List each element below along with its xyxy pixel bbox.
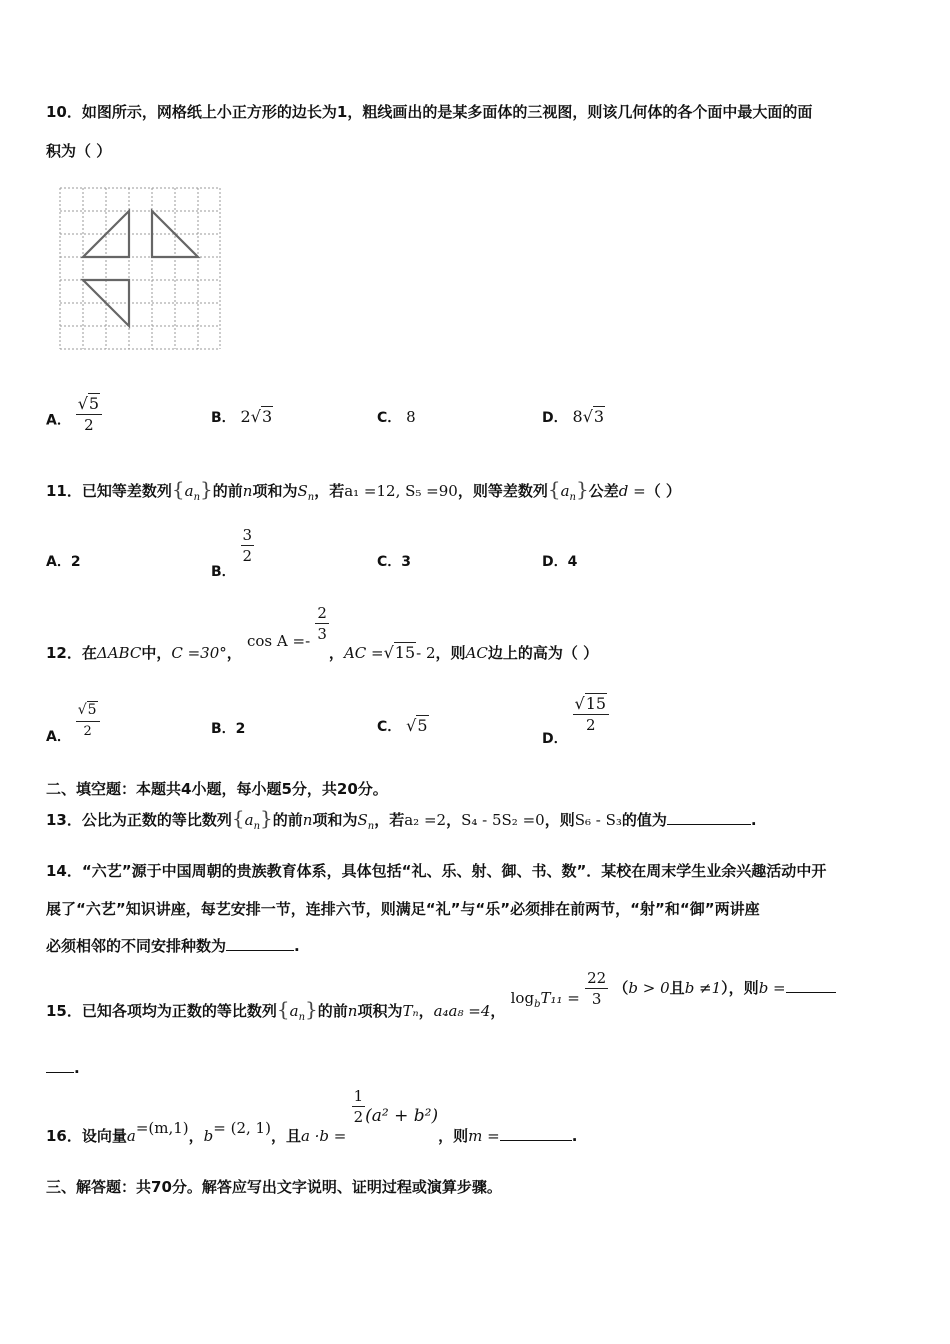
q10-option-d[interactable]: D． 8√3 [542,407,605,426]
q12-option-b[interactable]: B．2 [211,721,246,737]
section-3-heading: 三、解答题：共70分。解答应写出文字说明、证明过程或演算步骤。 [46,1178,502,1196]
q10-line2: 积为（ ） [46,142,112,160]
q10-line1: 10．如图所示，网格纸上小正方形的边长为1，粗线画出的是某多面体的三视图，则该几何体的各个面中最大面的面 [46,103,813,121]
q14-line1: 14．“六艺”源于中国周朝的贵族教育体系，具体包括“礼、乐、射、御、书、数”．某校在周末学生业余兴趣活动中开 [46,862,827,880]
q14-line3: 必须相邻的不同安排种数为 . [46,937,300,955]
grid-lines [60,188,220,349]
q12-option-c[interactable]: C． √5 [377,716,428,735]
q12-stem: 12．在ΔABC中，C =30°， cos A =- $\frac{2}{3}$ ，AC =√15- 2，则AC边上的高为（ ） [46,604,599,662]
q15-continuation: . [46,1058,80,1077]
q14-answer-blank[interactable] [226,936,294,951]
q13-stem: 13．公比为正数的等比数列$\{a_n\}$的前n项和为$S_n$，若a₂ =2，S₄ - 5S₂ =0，则S₆ - S₃的值为 . [46,806,757,832]
q11-stem: 11．已知等差数列$\{a_n\}$的前n项和为$S_n$，若a₁ =12, S₅ =90，则等差数列$\{a_n\}$公差d =（ ） [46,477,681,503]
q12-option-d[interactable]: D． $\frac{√15}{2}$ [542,694,609,735]
section-2-heading: 二、填空题：本题共4小题，每小题5分，共20分。 [46,780,388,798]
q16-stem: 16．设向量a=(m,1)，b= (2, 1)，且a ·b = $\frac{1}{2}$ (a² + b²)，则m = . [46,1087,578,1145]
q10-option-c[interactable]: C． 8 [377,408,416,426]
q11-option-b[interactable]: B． $\frac{3}{2}$ [211,526,253,580]
q11-option-d[interactable]: D．4 [542,554,578,570]
q16-answer-blank[interactable] [500,1126,572,1141]
q10-option-b[interactable]: B． 2√3 [211,407,273,426]
q10-option-a[interactable]: A． $\frac{√5}{2}$ [46,400,102,441]
q15-answer-blank[interactable] [786,978,836,993]
q11-option-a[interactable]: A．2 [46,554,81,570]
q15-answer-blank-cont[interactable] [46,1058,74,1073]
q13-answer-blank[interactable] [667,810,751,825]
q12-option-a[interactable]: A． $\frac{√5}{2}$ [46,700,100,742]
q15-stem: 15．已知各项均为正数的等比数列$\{a_n\}$的前n项积为Tₙ，a₄a₈ =4， $\log_bT_{11}$ = $\frac{22}{3}$ （b > 0且b ≠1），则b = [46,968,836,1009]
q11-option-c[interactable]: C．3 [377,554,412,570]
q14-line2: 展了“六艺”知识讲座，每艺安排一节，连排六节，则满足“礼”与“乐”必须排在前两节，“射”和“御”两讲座 [46,900,760,918]
three-view-figure [57,186,223,356]
